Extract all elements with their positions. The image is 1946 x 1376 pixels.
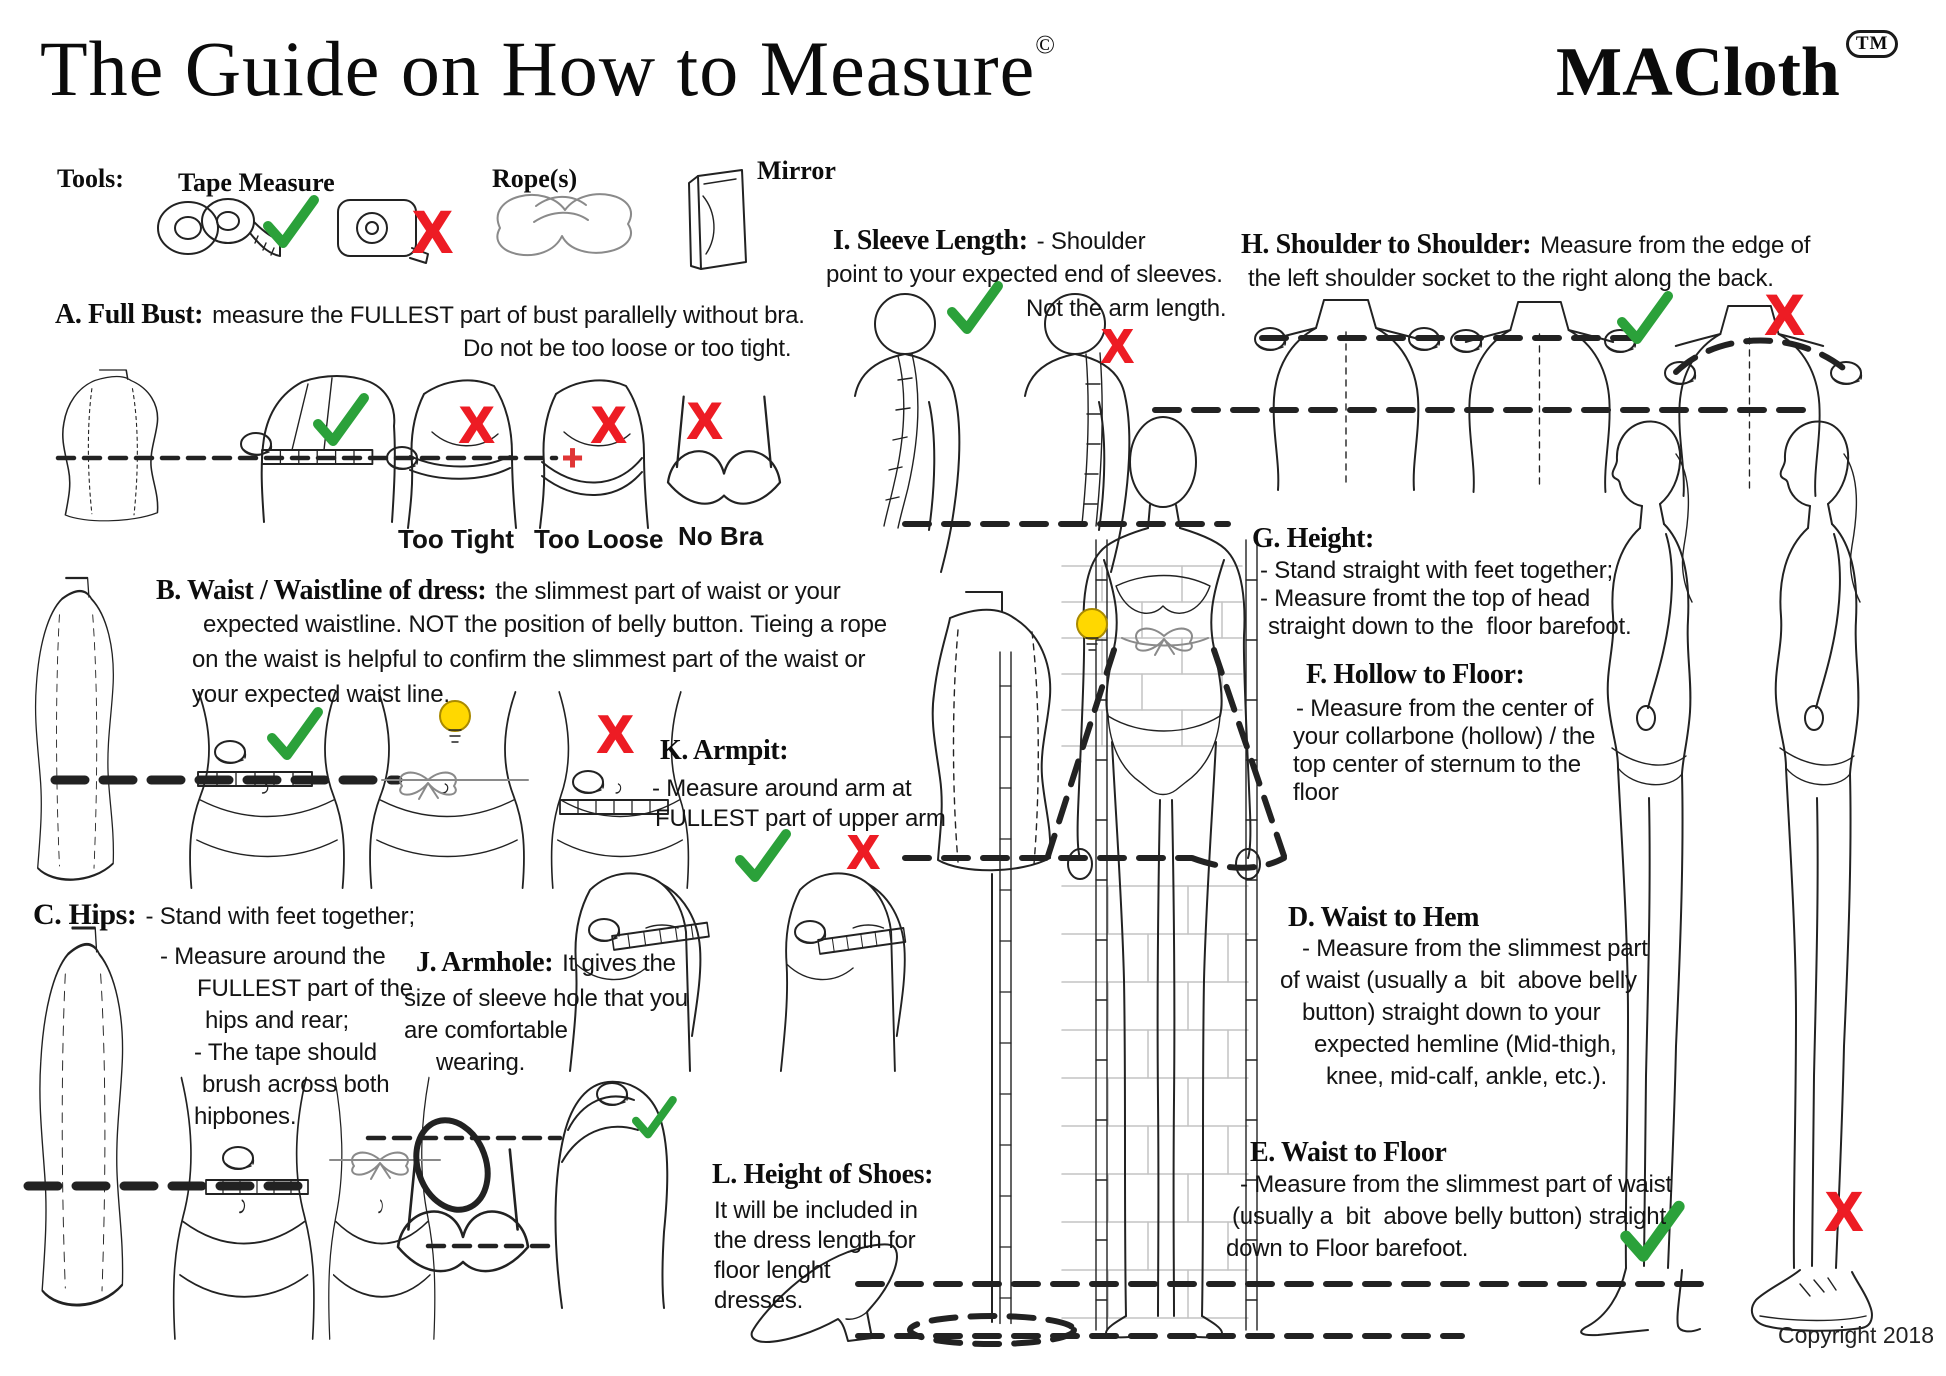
section-i-line: point to your expected end of sleeves.: [826, 261, 1223, 288]
tools-label: Tools:: [57, 164, 124, 193]
section-c-line1: [33, 898, 415, 931]
mirror-label: Mirror: [757, 156, 836, 185]
page-title: [40, 24, 1056, 114]
check-icon: [1622, 296, 1668, 339]
section-j-line1: [416, 948, 676, 979]
section-c-line: FULLEST part of the: [197, 975, 413, 1002]
section-l-line: the dress length for: [714, 1227, 916, 1254]
section-e-line: - Measure from the slimmest part of waist: [1240, 1171, 1672, 1198]
rope-bow: [1136, 629, 1192, 655]
sleeve-length-illustration: [855, 294, 1129, 572]
section-l-line: It will be included in: [714, 1197, 918, 1224]
section-f-line: - Measure from the center of: [1296, 695, 1594, 722]
section-i-line: Not the arm length.: [1026, 295, 1227, 322]
section-a-rest: measure the FULLEST part of bust parallelly without bra.: [212, 302, 805, 329]
label-no-bra: No Bra: [678, 521, 764, 551]
plus-mark-icon: +: [562, 437, 584, 478]
section-e-heading: E. Waist to Floor: [1250, 1137, 1447, 1168]
x-icon: X: [413, 200, 452, 265]
section-h-heading: H. Shoulder to Shoulder:: [1241, 229, 1532, 260]
section-b-heading: B. Waist / Waistline of dress:: [156, 575, 487, 606]
section-j-line: are comfortable: [404, 1017, 568, 1044]
hanging-tape-measure: [1000, 652, 1011, 1324]
section-b-line4: your expected waist line.: [192, 681, 450, 708]
section-e-line: (usually a bit above belly button) straight: [1232, 1203, 1666, 1230]
section-i-heading: I. Sleeve Length:: [833, 225, 1028, 256]
section-c-line: hips and rear;: [205, 1007, 349, 1034]
section-e-heading-line: [1250, 1138, 1455, 1169]
brand-logo: [1556, 30, 1898, 113]
section-l-line: dresses.: [714, 1287, 804, 1314]
section-e-line: down to Floor barefoot.: [1226, 1235, 1469, 1262]
section-a-heading: A. Full Bust:: [55, 299, 204, 330]
x-icon: X: [1766, 283, 1804, 346]
brand-name: MACloth: [1556, 34, 1840, 111]
section-c-line: - Measure around the: [160, 943, 386, 970]
section-h-rest: Measure from the edge of: [1540, 232, 1811, 259]
trademark-badge: TM: [1846, 30, 1899, 58]
section-d-line: expected hemline (Mid-thigh,: [1314, 1031, 1617, 1058]
x-icon: X: [592, 397, 626, 453]
section-f-heading: F. Hollow to Floor:: [1306, 659, 1525, 690]
section-f-line: your collarbone (hollow) / the: [1293, 723, 1596, 750]
section-g-heading: G. Height:: [1252, 523, 1374, 554]
section-d-line: knee, mid-calf, ankle, etc.).: [1326, 1063, 1607, 1090]
mirror: [689, 170, 746, 269]
section-l-heading-line: [712, 1160, 942, 1191]
section-c-line: brush across both: [202, 1071, 390, 1098]
section-c-heading: C. Hips:: [33, 898, 137, 931]
section-k-line: FULLEST part of upper arm: [655, 805, 946, 832]
section-g-line: - Stand straight with feet together;: [1260, 557, 1613, 584]
section-j-line: wearing.: [436, 1049, 526, 1076]
check-icon: [268, 200, 314, 243]
section-f-line: top center of sternum to the: [1293, 751, 1581, 778]
section-a-line1: [55, 300, 805, 331]
rope-label: Rope(s): [492, 164, 578, 193]
section-h-line1: [1241, 230, 1810, 261]
copyright-symbol: ©: [1035, 30, 1057, 59]
section-g-heading-line: [1252, 524, 1383, 555]
section-l-heading: L. Height of Shoes:: [712, 1159, 934, 1190]
x-icon: X: [1826, 1182, 1863, 1242]
front-standing-woman: [1068, 417, 1260, 1337]
label-too-loose: Too Loose: [534, 524, 664, 554]
section-d-heading-line: [1288, 903, 1488, 934]
section-h-line: the left shoulder socket to the right along the back.: [1248, 265, 1774, 292]
section-c-line: - The tape should: [194, 1039, 377, 1066]
section-c-line: hipbones.: [194, 1103, 297, 1130]
section-b-line3: on the waist is helpful to confirm the slimmest part of the waist or: [192, 646, 866, 673]
section-i-rest: - Shoulder: [1036, 228, 1146, 255]
tape-measure-coil: [158, 199, 280, 256]
armhole-illustration: [368, 1082, 667, 1308]
section-i-line1: [833, 226, 1145, 257]
check-icon: [952, 286, 998, 329]
label-too-tight: Too Tight: [398, 524, 514, 554]
section-j-line: size of sleeve hole that you: [404, 985, 688, 1012]
x-icon: X: [1102, 320, 1133, 372]
section-j-heading: J. Armhole:: [416, 947, 554, 978]
copyright-notice: Copyright 2018: [1778, 1322, 1934, 1348]
rope-coil: [497, 194, 631, 255]
section-d-line: button) straight down to your: [1302, 999, 1601, 1026]
x-icon: X: [688, 393, 722, 449]
section-d-line: of waist (usually a bit above belly: [1280, 967, 1637, 994]
section-c-rest: - Stand with feet together;: [145, 903, 415, 930]
full-bust-illustration: [58, 370, 780, 528]
section-b-line1: [156, 576, 841, 607]
check-icon: [272, 712, 318, 755]
page-title-text: The Guide on How to Measure: [40, 25, 1036, 112]
section-f-line: floor: [1293, 779, 1339, 806]
section-d-line: - Measure from the slimmest part: [1302, 935, 1648, 962]
section-f-heading-line: [1306, 660, 1533, 691]
section-k-heading-line: [660, 736, 797, 767]
section-j-rest: It gives the: [562, 950, 676, 977]
section-g-line: straight down to the floor barefoot.: [1268, 613, 1632, 640]
x-icon: X: [460, 397, 494, 453]
x-icon: X: [848, 826, 879, 878]
x-icon: X: [598, 706, 633, 764]
tape-measure-label: Tape Measure: [178, 168, 335, 197]
section-k-line: - Measure around arm at: [652, 775, 912, 802]
section-g-line: - Measure fromt the top of head: [1260, 585, 1590, 612]
check-icon: [318, 398, 364, 441]
check-icon: [740, 834, 786, 877]
section-b-line2: expected waistline. NOT the position of belly button. Tieing a rope: [203, 611, 887, 638]
section-l-line: floor lenght: [714, 1257, 831, 1284]
section-d-heading: D. Waist to Hem: [1288, 902, 1480, 933]
section-b-rest: the slimmest part of waist or your: [495, 578, 841, 605]
section-a-line2: Do not be too loose or too tight.: [463, 335, 792, 362]
section-k-heading: K. Armpit:: [660, 735, 789, 766]
center-dress-form: [910, 592, 1074, 1344]
